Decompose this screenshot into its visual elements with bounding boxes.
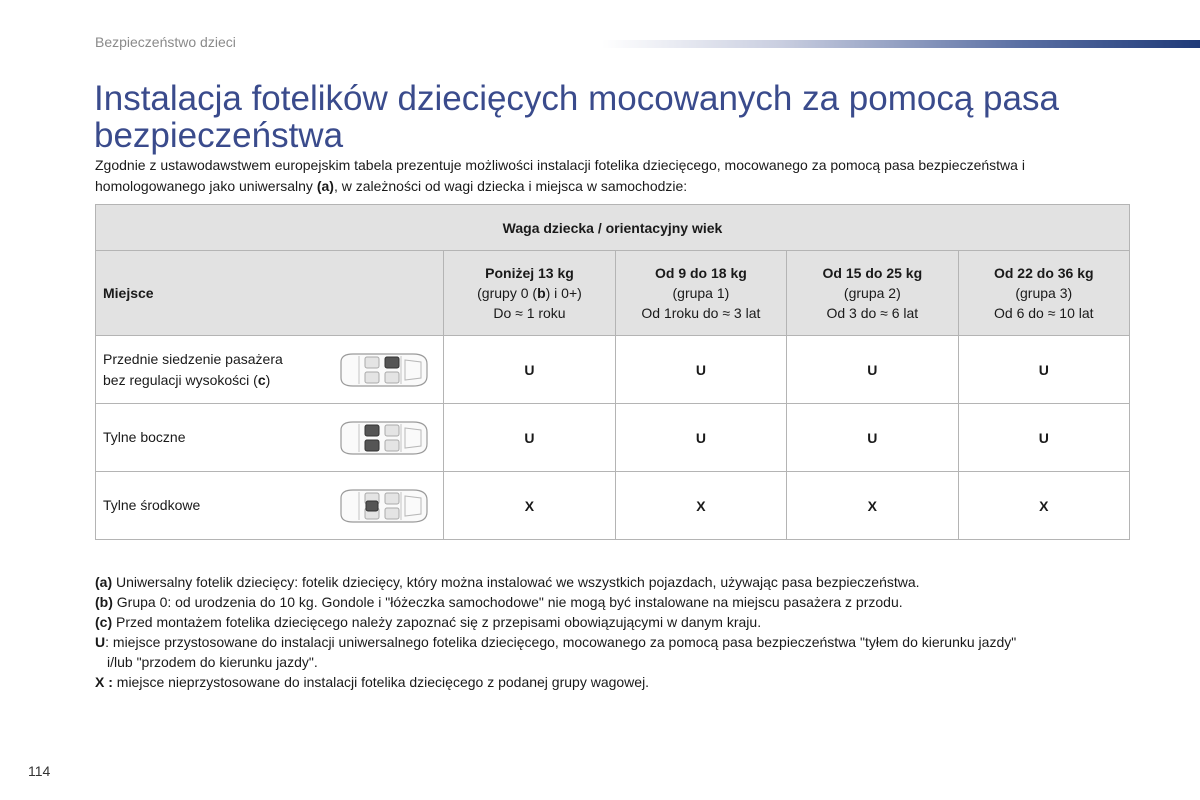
footnote-a: (a) Uniwersalny fotelik dziecięcy: fotelik dziecięcy, który można instalować we wszystkich pojazdach, używając pasa bezpieczeństwa. [95,574,920,590]
car-rear-side-seats-icon [335,418,431,458]
intro-ref: (a) [316,178,334,194]
intro-text: Zgodnie z ustawodawstwem europejskim tabela prezentuje możliwości instalacji fotelika dziecięcego, mocowanego za pomocą pasa bezpieczeństwa i homologowanego jako uniwersalny [95,157,1025,194]
group-header-0 [444,251,615,336]
group-class: (grupy 0 (b) i 0+) [477,285,582,301]
group-age: Od 6 do ≈ 10 lat [994,305,1094,321]
page-number: 114 [28,763,51,779]
child-seat-table [95,204,1130,540]
weight-header: Waga dziecka / orientacyjny wiek [96,205,1130,251]
table-cell: U [787,336,958,404]
table-cell: U [444,404,615,472]
table-cell: X [444,472,615,540]
group-name: Od 9 do 18 kg [655,265,747,281]
weight-header-row [96,205,1130,251]
footnote-x: X : miejsce nieprzystosowane do instalacji fotelika dziecięcego z podanej grupy wagowej. [95,674,650,690]
place-cell [96,472,444,540]
table-cell: X [958,472,1129,540]
table-row [96,336,1130,404]
group-header-3 [958,251,1129,336]
place-cell [96,404,444,472]
footnote-c: (c) Przed montażem fotelika dziecięcego należy zapoznać się z przepisami obowiązującymi w danym kraju. [95,614,762,630]
header-gradient-bar [602,40,1200,48]
table-cell: U [615,336,786,404]
table-cell: X [787,472,958,540]
table-row [96,404,1130,472]
group-class: (grupa 2) [843,285,901,301]
group-name: Poniżej 13 kg [485,265,574,281]
footnote-b: (b) Grupa 0: od urodzenia do 10 kg. Gondole i "łóżeczka samochodowe" nie mogą być instalowane na miejscu pasażera z przodu. [95,594,903,610]
intro-text-end: , w zależności od wagi dziecka i miejsca w samochodzie: [333,178,688,194]
group-header-row [96,251,1130,336]
group-header-1 [615,251,786,336]
footnotes [95,572,1135,692]
group-age: Do ≈ 1 roku [493,305,566,321]
group-header-2 [787,251,958,336]
table-cell: U [615,404,786,472]
group-class: (grupa 1) [672,285,730,301]
table-cell: U [958,404,1129,472]
section-label: Bezpieczeństwo dzieci [95,34,236,50]
page-title: Instalacja fotelików dziecięcych mocowanych za pomocą pasa bezpieczeństwa [94,79,1059,155]
place-cell [96,336,444,404]
place-header: Miejsce [96,251,444,336]
place-label: Przednie siedzenie pasażera bez regulacji wysokości (c) [103,350,283,388]
table-cell: U [787,404,958,472]
group-age: Od 1roku do ≈ 3 lat [641,305,761,321]
table-row [96,472,1130,540]
place-label: Tylne środkowe [103,497,201,513]
table-cell: X [615,472,786,540]
group-age: Od 3 do ≈ 6 lat [826,305,919,321]
group-class: (grupa 3) [1015,285,1073,301]
footnote-u: U: miejsce przystosowane do instalacji uniwersalnego fotelika dziecięcego, mocowanego za pomocą pasa bezpieczeństwa "tyłem do kierunku jazdy" i/lub "przodem do kierunku jazdy". [95,634,1017,670]
car-front-passenger-seat-icon [335,350,431,390]
place-label: Tylne boczne [103,429,186,445]
table-cell: U [958,336,1129,404]
table-cell: U [444,336,615,404]
intro-paragraph [95,155,1135,197]
group-name: Od 15 do 25 kg [822,265,923,281]
group-name: Od 22 do 36 kg [993,265,1094,281]
car-rear-center-seat-icon [335,486,431,526]
